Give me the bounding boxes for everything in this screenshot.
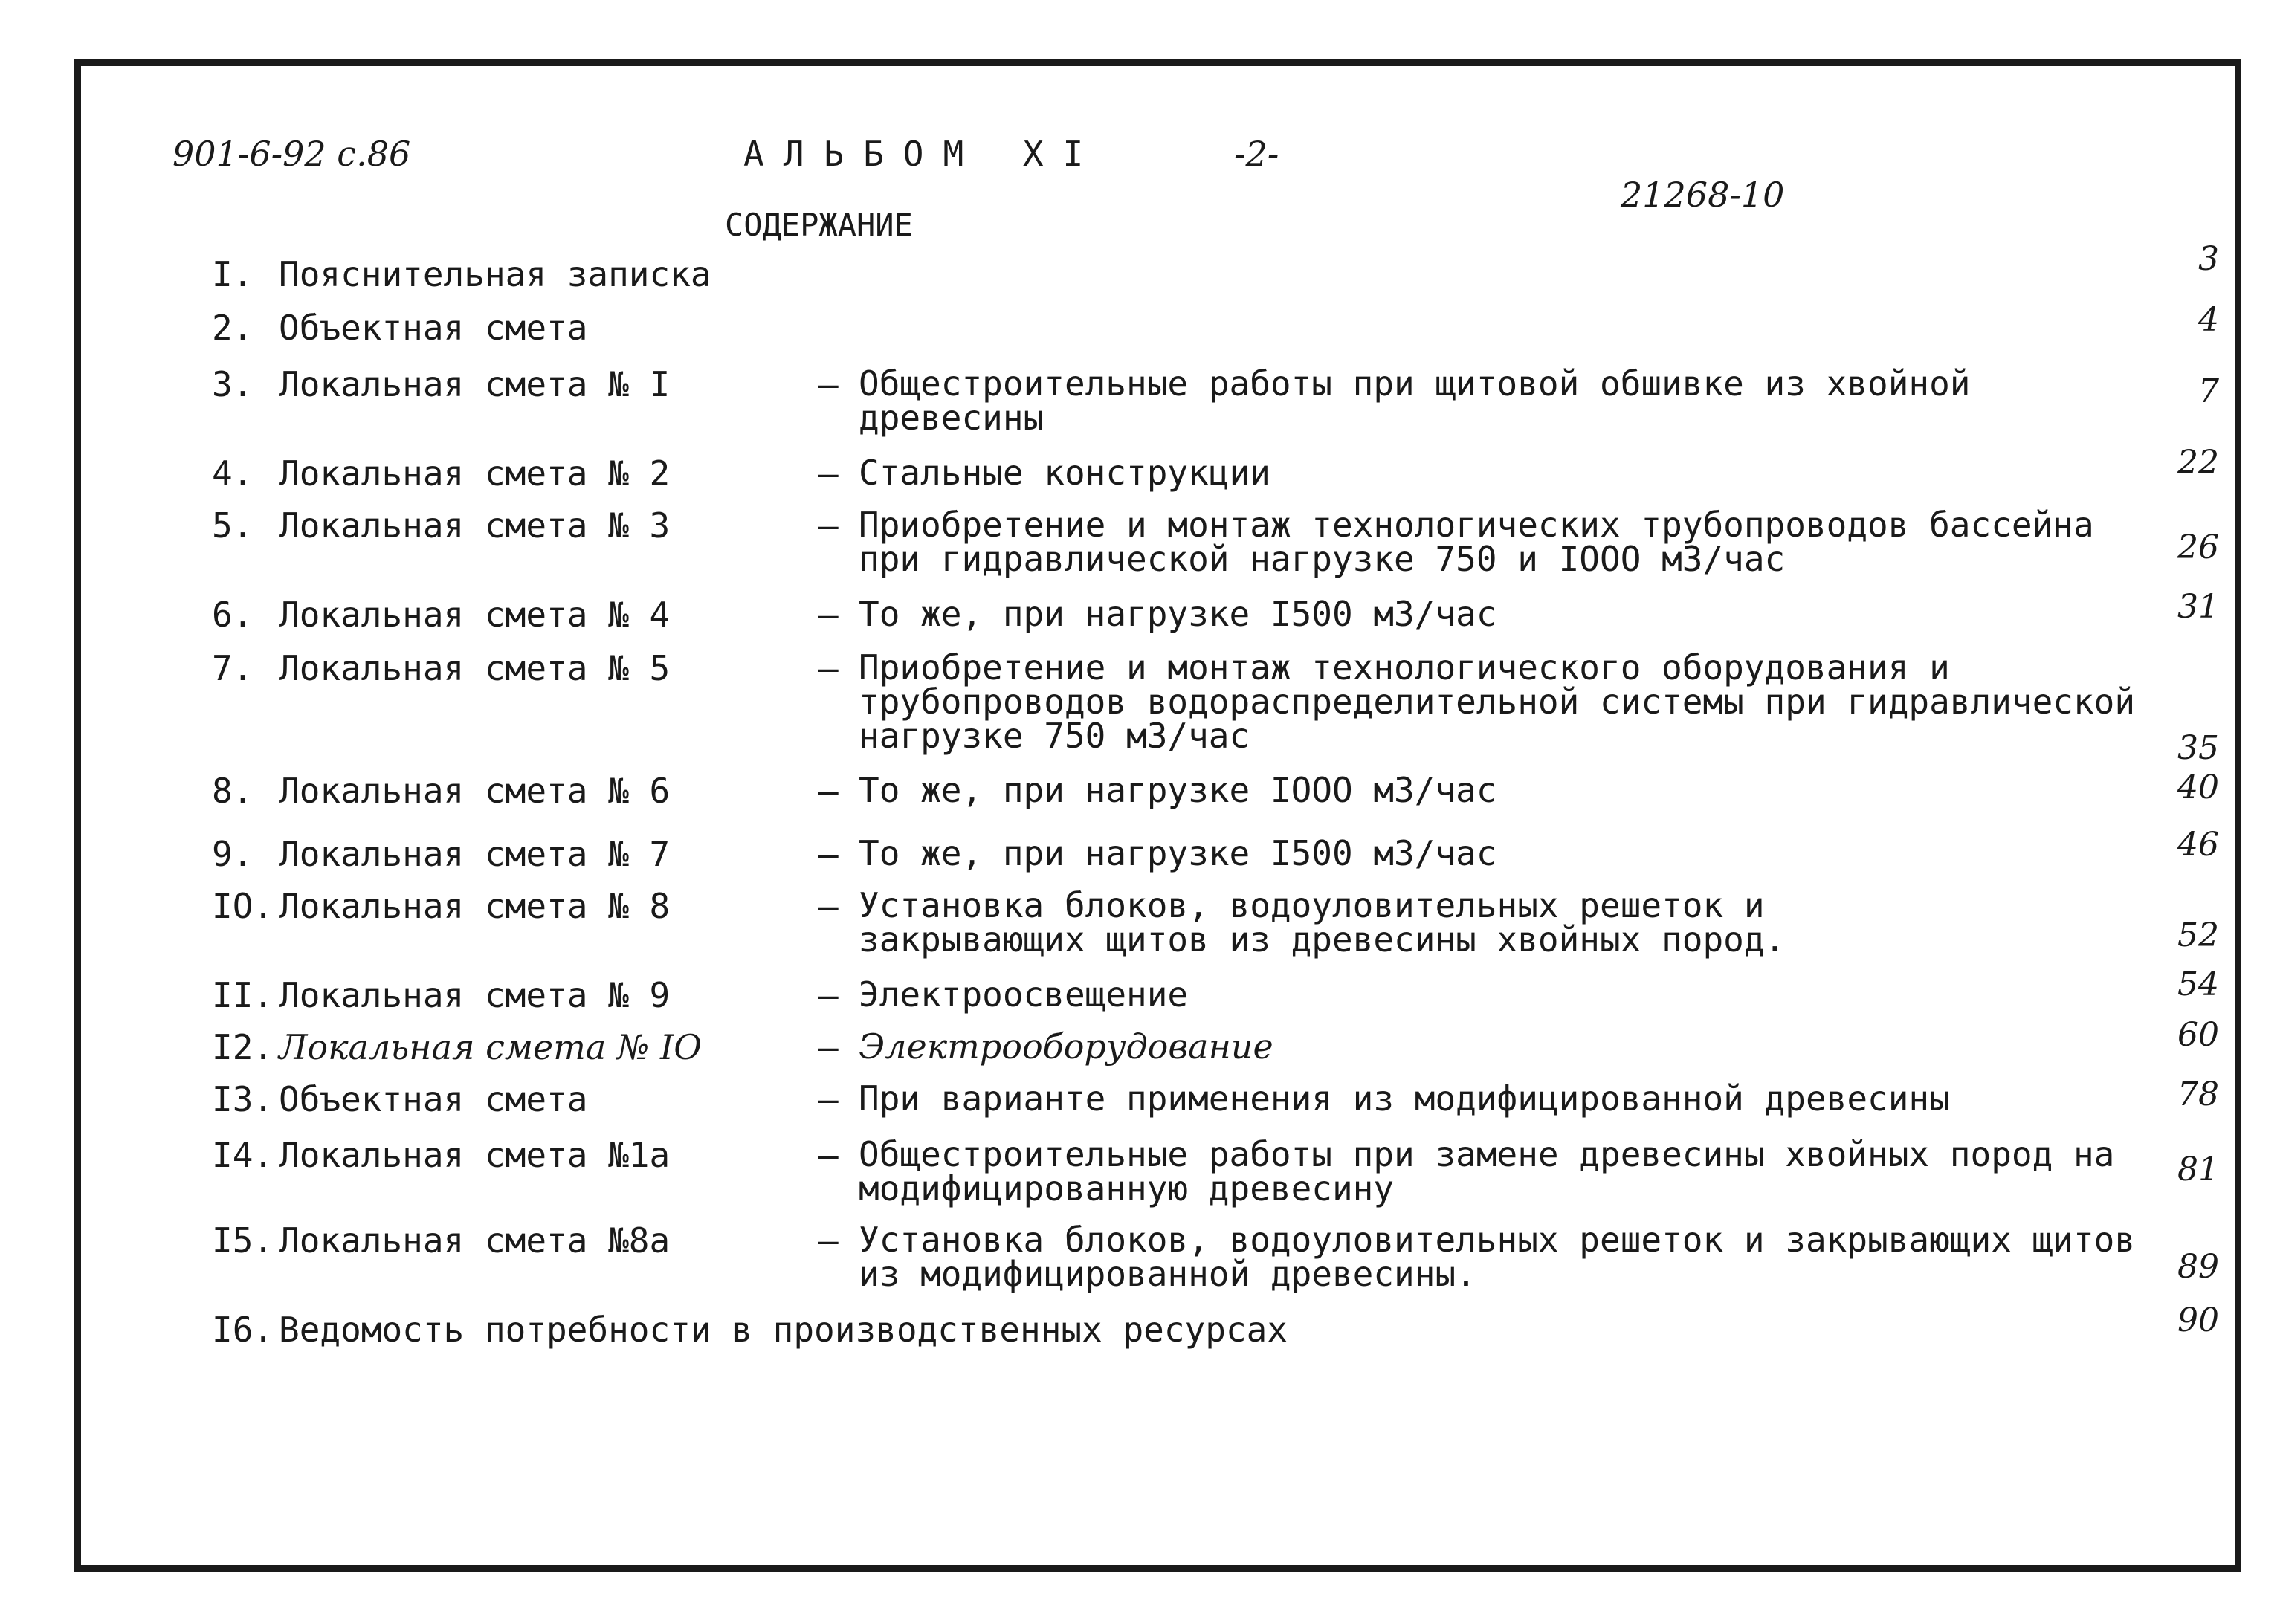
dash: – bbox=[818, 595, 839, 635]
item-number: 4. bbox=[212, 453, 254, 494]
item-number: I2. bbox=[212, 1027, 274, 1067]
item-page: 40 bbox=[2177, 769, 2219, 806]
dash: – bbox=[818, 975, 839, 1015]
item-description: Установка блоков, водоуловительных решеток и закрывающих щитов из модифицированной древесины. bbox=[859, 1220, 2136, 1294]
item-page: 89 bbox=[2177, 1248, 2219, 1286]
dash: – bbox=[818, 648, 839, 688]
item-label: Локальная смета № 4 bbox=[279, 595, 671, 635]
item-label: Ведомость потребности в производственных ресурсах bbox=[279, 1310, 1288, 1350]
item-number: 8. bbox=[212, 771, 254, 811]
item-number: I6. bbox=[212, 1310, 274, 1350]
item-page: 4 bbox=[2198, 301, 2219, 339]
dash: – bbox=[818, 364, 839, 404]
item-label: Локальная смета № 6 bbox=[279, 771, 671, 811]
dash: – bbox=[818, 834, 839, 874]
item-number: II. bbox=[212, 975, 274, 1015]
dash: – bbox=[818, 505, 839, 546]
item-number: 2. bbox=[212, 308, 254, 348]
item-page: 22 bbox=[2177, 444, 2219, 482]
item-number: I. bbox=[212, 254, 254, 294]
item-number: I3. bbox=[212, 1079, 274, 1119]
header-album: АЛЬБОМ XI bbox=[743, 134, 1103, 174]
item-label: Локальная смета № I bbox=[279, 364, 671, 404]
page-title: СОДЕРЖАНИЕ bbox=[725, 207, 913, 243]
item-description: Приобретение и монтаж технологических трубопроводов бассейна при гидравлической нагрузке 750 и IOOO м3/час bbox=[859, 505, 2094, 579]
item-number: 5. bbox=[212, 505, 254, 546]
header-code: 901-6-92 с.86 bbox=[172, 134, 411, 174]
item-number: IO. bbox=[212, 886, 274, 926]
dash: – bbox=[818, 1135, 839, 1175]
item-page: 90 bbox=[2177, 1301, 2219, 1339]
item-number: 3. bbox=[212, 364, 254, 404]
item-page: 81 bbox=[2177, 1151, 2219, 1188]
header-doc-number: 21268-10 bbox=[1621, 175, 1785, 215]
item-page: 7 bbox=[2198, 372, 2219, 410]
item-label: Локальная смета № 5 bbox=[279, 648, 671, 688]
dash: – bbox=[818, 1079, 839, 1119]
item-number: I4. bbox=[212, 1135, 274, 1175]
item-description: То же, при нагрузке I500 м3/час bbox=[859, 833, 1497, 873]
item-number: 9. bbox=[212, 834, 254, 874]
item-label: Пояснительная записка bbox=[279, 254, 711, 294]
item-page: 26 bbox=[2177, 528, 2219, 566]
item-label: Объектная смета bbox=[279, 308, 588, 348]
item-page: 31 bbox=[2177, 588, 2219, 626]
item-description: Электроосвещение bbox=[859, 974, 1189, 1015]
item-number: I5. bbox=[212, 1220, 274, 1261]
item-description: При варианте применения из модифицированной древесины bbox=[859, 1078, 1950, 1119]
item-description: Установка блоков, водоуловительных решеток и закрывающих щитов из древесины хвойных пород. bbox=[859, 885, 1786, 960]
item-label: Локальная смета № 8 bbox=[279, 886, 671, 926]
dash: – bbox=[818, 1027, 839, 1067]
item-label: Объектная смета bbox=[279, 1079, 588, 1119]
item-label: Локальная смета №1а bbox=[279, 1135, 671, 1175]
item-label: Локальная смета № 7 bbox=[279, 834, 671, 874]
item-page: 3 bbox=[2198, 240, 2219, 278]
dash: – bbox=[818, 1220, 839, 1261]
item-description: Приобретение и монтаж технологического оборудования и трубопроводов водораспределительной системы при гидравлической нагрузке 750 м3/час bbox=[859, 647, 2136, 756]
item-page: 35 bbox=[2177, 729, 2219, 767]
item-page: 52 bbox=[2177, 916, 2219, 954]
item-description: Электрооборудование bbox=[859, 1026, 1273, 1067]
header-sheet: -2- bbox=[1234, 134, 1279, 174]
item-number: 6. bbox=[212, 595, 254, 635]
dash: – bbox=[818, 453, 839, 494]
item-number: 7. bbox=[212, 648, 254, 688]
item-label: Локальная смета № 9 bbox=[279, 975, 671, 1015]
item-description: Общестроительные работы при замене древесины хвойных пород на модифицированную древесину bbox=[859, 1134, 2115, 1209]
item-label: Локальная смета № IO bbox=[279, 1027, 702, 1067]
item-description: То же, при нагрузке IOOO м3/час bbox=[859, 770, 1497, 810]
item-page: 46 bbox=[2177, 826, 2219, 864]
item-page: 78 bbox=[2177, 1075, 2219, 1113]
item-page: 60 bbox=[2177, 1016, 2219, 1054]
item-label: Локальная смета №8а bbox=[279, 1220, 671, 1261]
item-page: 54 bbox=[2177, 965, 2219, 1003]
item-label: Локальная смета № 2 bbox=[279, 453, 671, 494]
dash: – bbox=[818, 771, 839, 811]
item-description: Стальные конструкции bbox=[859, 453, 1270, 493]
item-description: Общестроительные работы при щитовой обшивке из хвойной древесины bbox=[859, 363, 1971, 438]
dash: – bbox=[818, 886, 839, 926]
item-label: Локальная смета № 3 bbox=[279, 505, 671, 546]
item-description: То же, при нагрузке I500 м3/час bbox=[859, 594, 1497, 634]
